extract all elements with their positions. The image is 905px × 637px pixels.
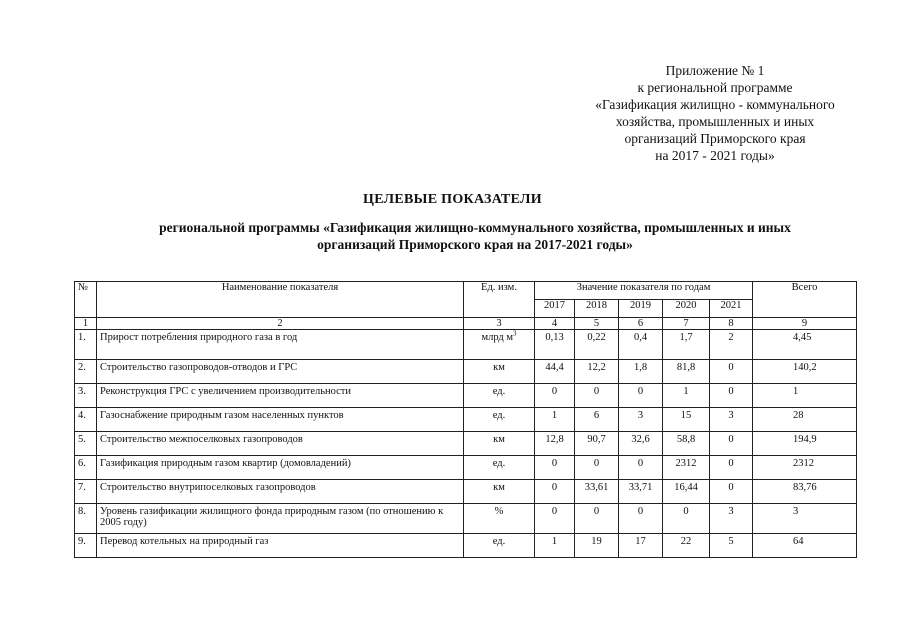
row-number: 4.	[75, 408, 97, 432]
year-value: 0	[619, 384, 663, 408]
header-year: 2018	[575, 300, 619, 318]
year-value: 44,4	[535, 360, 575, 384]
year-value: 2	[710, 330, 753, 360]
year-value: 12,8	[535, 432, 575, 456]
appendix-line: на 2017 - 2021 годы»	[655, 148, 775, 163]
year-value: 0	[663, 504, 710, 534]
indicator-name: Прирост потребления природного газа в год	[97, 330, 464, 360]
column-index: 1	[75, 318, 97, 330]
indicator-name: Строительство межпоселковых газопроводов	[97, 432, 464, 456]
indicator-name: Реконструкция ГРС с увеличением производительности	[97, 384, 464, 408]
table-row	[75, 330, 857, 360]
table-row	[75, 480, 857, 504]
column-index: 6	[619, 318, 663, 330]
year-value: 0	[710, 360, 753, 384]
year-value: 0,13	[535, 330, 575, 360]
header-indicator-name: Наименование показателя	[97, 282, 464, 318]
year-value: 0	[710, 432, 753, 456]
year-value: 12,2	[575, 360, 619, 384]
total-value: 83,76	[753, 480, 857, 504]
year-value: 0	[619, 504, 663, 534]
total-value: 3	[753, 504, 857, 534]
year-value: 6	[575, 408, 619, 432]
appendix-line: Приложение № 1	[665, 63, 765, 78]
subtitle-line: региональной программы «Газификация жилищно-коммунального хозяйства, промышленных и иных	[159, 220, 791, 235]
year-value: 33,71	[619, 480, 663, 504]
unit-cell	[464, 534, 535, 558]
table-row	[75, 360, 857, 384]
year-value: 0,22	[575, 330, 619, 360]
unit-cell	[464, 330, 535, 360]
indicator-name: Строительство внутрипоселковых газопроводов	[97, 480, 464, 504]
year-value: 1,8	[619, 360, 663, 384]
year-value: 32,6	[619, 432, 663, 456]
unit-cell	[464, 432, 535, 456]
year-value: 5	[710, 534, 753, 558]
indicator-name: Газоснабжение природным газом населенных пунктов	[97, 408, 464, 432]
unit-text: км	[493, 362, 505, 373]
column-index: 7	[663, 318, 710, 330]
table-body	[75, 318, 857, 558]
column-index: 9	[753, 318, 857, 330]
unit-cell	[464, 408, 535, 432]
year-value: 0	[535, 384, 575, 408]
year-value: 0	[575, 384, 619, 408]
header-values-by-year: Значение показателя по годам	[535, 282, 753, 300]
unit-cell	[464, 504, 535, 534]
document-title: ЦЕЛЕВЫЕ ПОКАЗАТЕЛИ	[363, 192, 542, 207]
year-value: 3	[619, 408, 663, 432]
unit-cell	[464, 384, 535, 408]
unit-text: ед.	[492, 458, 506, 469]
year-value: 1,7	[663, 330, 710, 360]
row-number: 6.	[75, 456, 97, 480]
unit-superscript: 3	[513, 329, 517, 338]
total-value: 2312	[753, 456, 857, 480]
row-number: 2.	[75, 360, 97, 384]
year-value: 15	[663, 408, 710, 432]
year-value: 0	[535, 504, 575, 534]
unit-text: %	[494, 506, 504, 517]
document-subtitle	[100, 219, 850, 253]
year-value: 0	[575, 504, 619, 534]
header-year: 2017	[535, 300, 575, 318]
header-year: 2020	[663, 300, 710, 318]
year-value: 0	[575, 456, 619, 480]
indicators-table	[74, 281, 857, 558]
column-index: 5	[575, 318, 619, 330]
year-value: 58,8	[663, 432, 710, 456]
header-unit: Ед. изм.	[464, 282, 535, 318]
table-row	[75, 408, 857, 432]
year-value: 3	[710, 408, 753, 432]
year-value: 2312	[663, 456, 710, 480]
appendix-block	[560, 62, 870, 164]
unit-text: км	[493, 434, 505, 445]
column-index: 2	[97, 318, 464, 330]
column-index: 4	[535, 318, 575, 330]
unit-cell	[464, 360, 535, 384]
total-value: 4,45	[753, 330, 857, 360]
table-row	[75, 384, 857, 408]
unit-cell	[464, 480, 535, 504]
unit-text: млрд м	[481, 332, 514, 343]
year-value: 3	[710, 504, 753, 534]
year-value: 16,44	[663, 480, 710, 504]
table-row	[75, 504, 857, 534]
column-index-row	[75, 318, 857, 330]
year-value: 22	[663, 534, 710, 558]
year-value: 1	[663, 384, 710, 408]
indicator-name: Газификация природным газом квартир (домовладений)	[97, 456, 464, 480]
year-value: 33,61	[575, 480, 619, 504]
row-number: 7.	[75, 480, 97, 504]
year-value: 1	[535, 534, 575, 558]
column-index: 8	[710, 318, 753, 330]
row-number: 3.	[75, 384, 97, 408]
row-number: 5.	[75, 432, 97, 456]
header-total: Всего	[753, 282, 857, 318]
year-value: 0	[710, 480, 753, 504]
total-value: 194,9	[753, 432, 857, 456]
total-value: 64	[753, 534, 857, 558]
unit-cell	[464, 456, 535, 480]
row-number: 1.	[75, 330, 97, 360]
table-row	[75, 456, 857, 480]
appendix-line: хозяйства, промышленных и иных	[615, 114, 815, 129]
total-value: 140,2	[753, 360, 857, 384]
appendix-line: «Газификация жилищно - коммунального	[595, 97, 835, 112]
unit-text: ед.	[492, 536, 506, 547]
indicator-name: Перевод котельных на природный газ	[97, 534, 464, 558]
header-number: №	[75, 282, 97, 318]
subtitle-line: организаций Приморского края на 2017-2021 годы»	[317, 237, 633, 252]
year-value: 1	[535, 408, 575, 432]
unit-text: ед.	[492, 410, 506, 421]
appendix-line: организаций Приморского края	[624, 131, 806, 146]
year-value: 0,4	[619, 330, 663, 360]
year-value: 0	[535, 480, 575, 504]
header-year: 2019	[619, 300, 663, 318]
year-value: 0	[535, 456, 575, 480]
year-value: 0	[710, 384, 753, 408]
indicator-name: Уровень газификации жилищного фонда природным газом (по отношению к 2005 году)	[97, 504, 464, 534]
row-number: 8.	[75, 504, 97, 534]
appendix-line: к региональной программе	[637, 80, 793, 95]
total-value: 28	[753, 408, 857, 432]
row-number: 9.	[75, 534, 97, 558]
year-value: 0	[710, 456, 753, 480]
year-value: 17	[619, 534, 663, 558]
indicator-name: Строительство газопроводов-отводов и ГРС	[97, 360, 464, 384]
year-value: 90,7	[575, 432, 619, 456]
header-year: 2021	[710, 300, 753, 318]
total-value: 1	[753, 384, 857, 408]
year-value: 81,8	[663, 360, 710, 384]
table-row	[75, 534, 857, 558]
unit-text: км	[493, 482, 505, 493]
year-value: 19	[575, 534, 619, 558]
column-index: 3	[464, 318, 535, 330]
table-row	[75, 432, 857, 456]
year-value: 0	[619, 456, 663, 480]
unit-text: ед.	[492, 386, 506, 397]
